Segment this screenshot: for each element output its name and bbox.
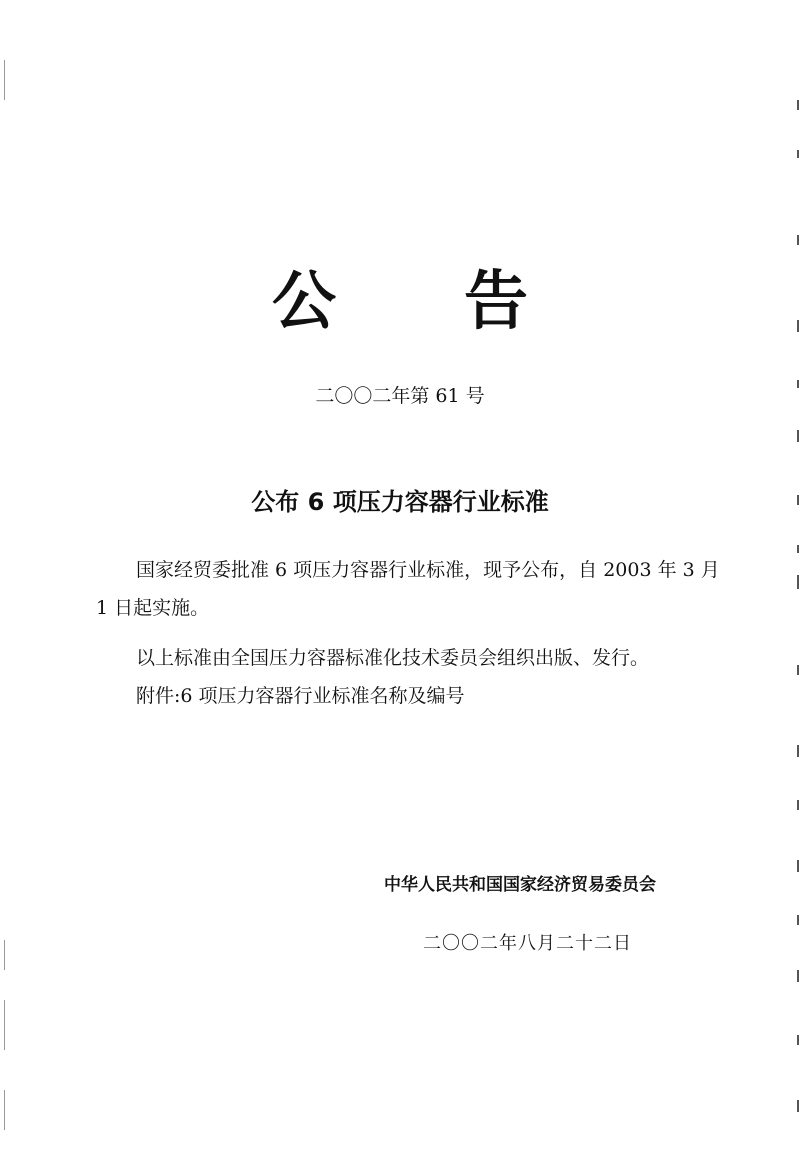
title-char-2: 告 [464,264,528,339]
attachment-line: 附件:6 项压力容器行业标准名称及编号 [136,685,465,707]
notice-subject: 公布 6 项压力容器行业标准 [251,488,549,516]
body-paragraph-1: 国家经贸委批准 6 项压力容器行业标准，现予公布，自 2003 年 3 月 1 日起实施。 [96,559,720,619]
body-paragraph-2: 以上标准由全国压力容器标准化技术委员会组织出版、发行。 [136,647,650,669]
issuing-organization: 中华人民共和国国家经济贸易委员会 [384,875,656,895]
title-char-1: 公 [272,264,336,339]
scan-edge-marks-right [796,0,800,1162]
document-number: 二〇〇二年第 61 号 [315,385,485,407]
notice-title [0,262,800,342]
issue-date: 二〇〇二年八月二十二日 [423,933,632,954]
scan-edge-marks-left [0,0,4,1162]
